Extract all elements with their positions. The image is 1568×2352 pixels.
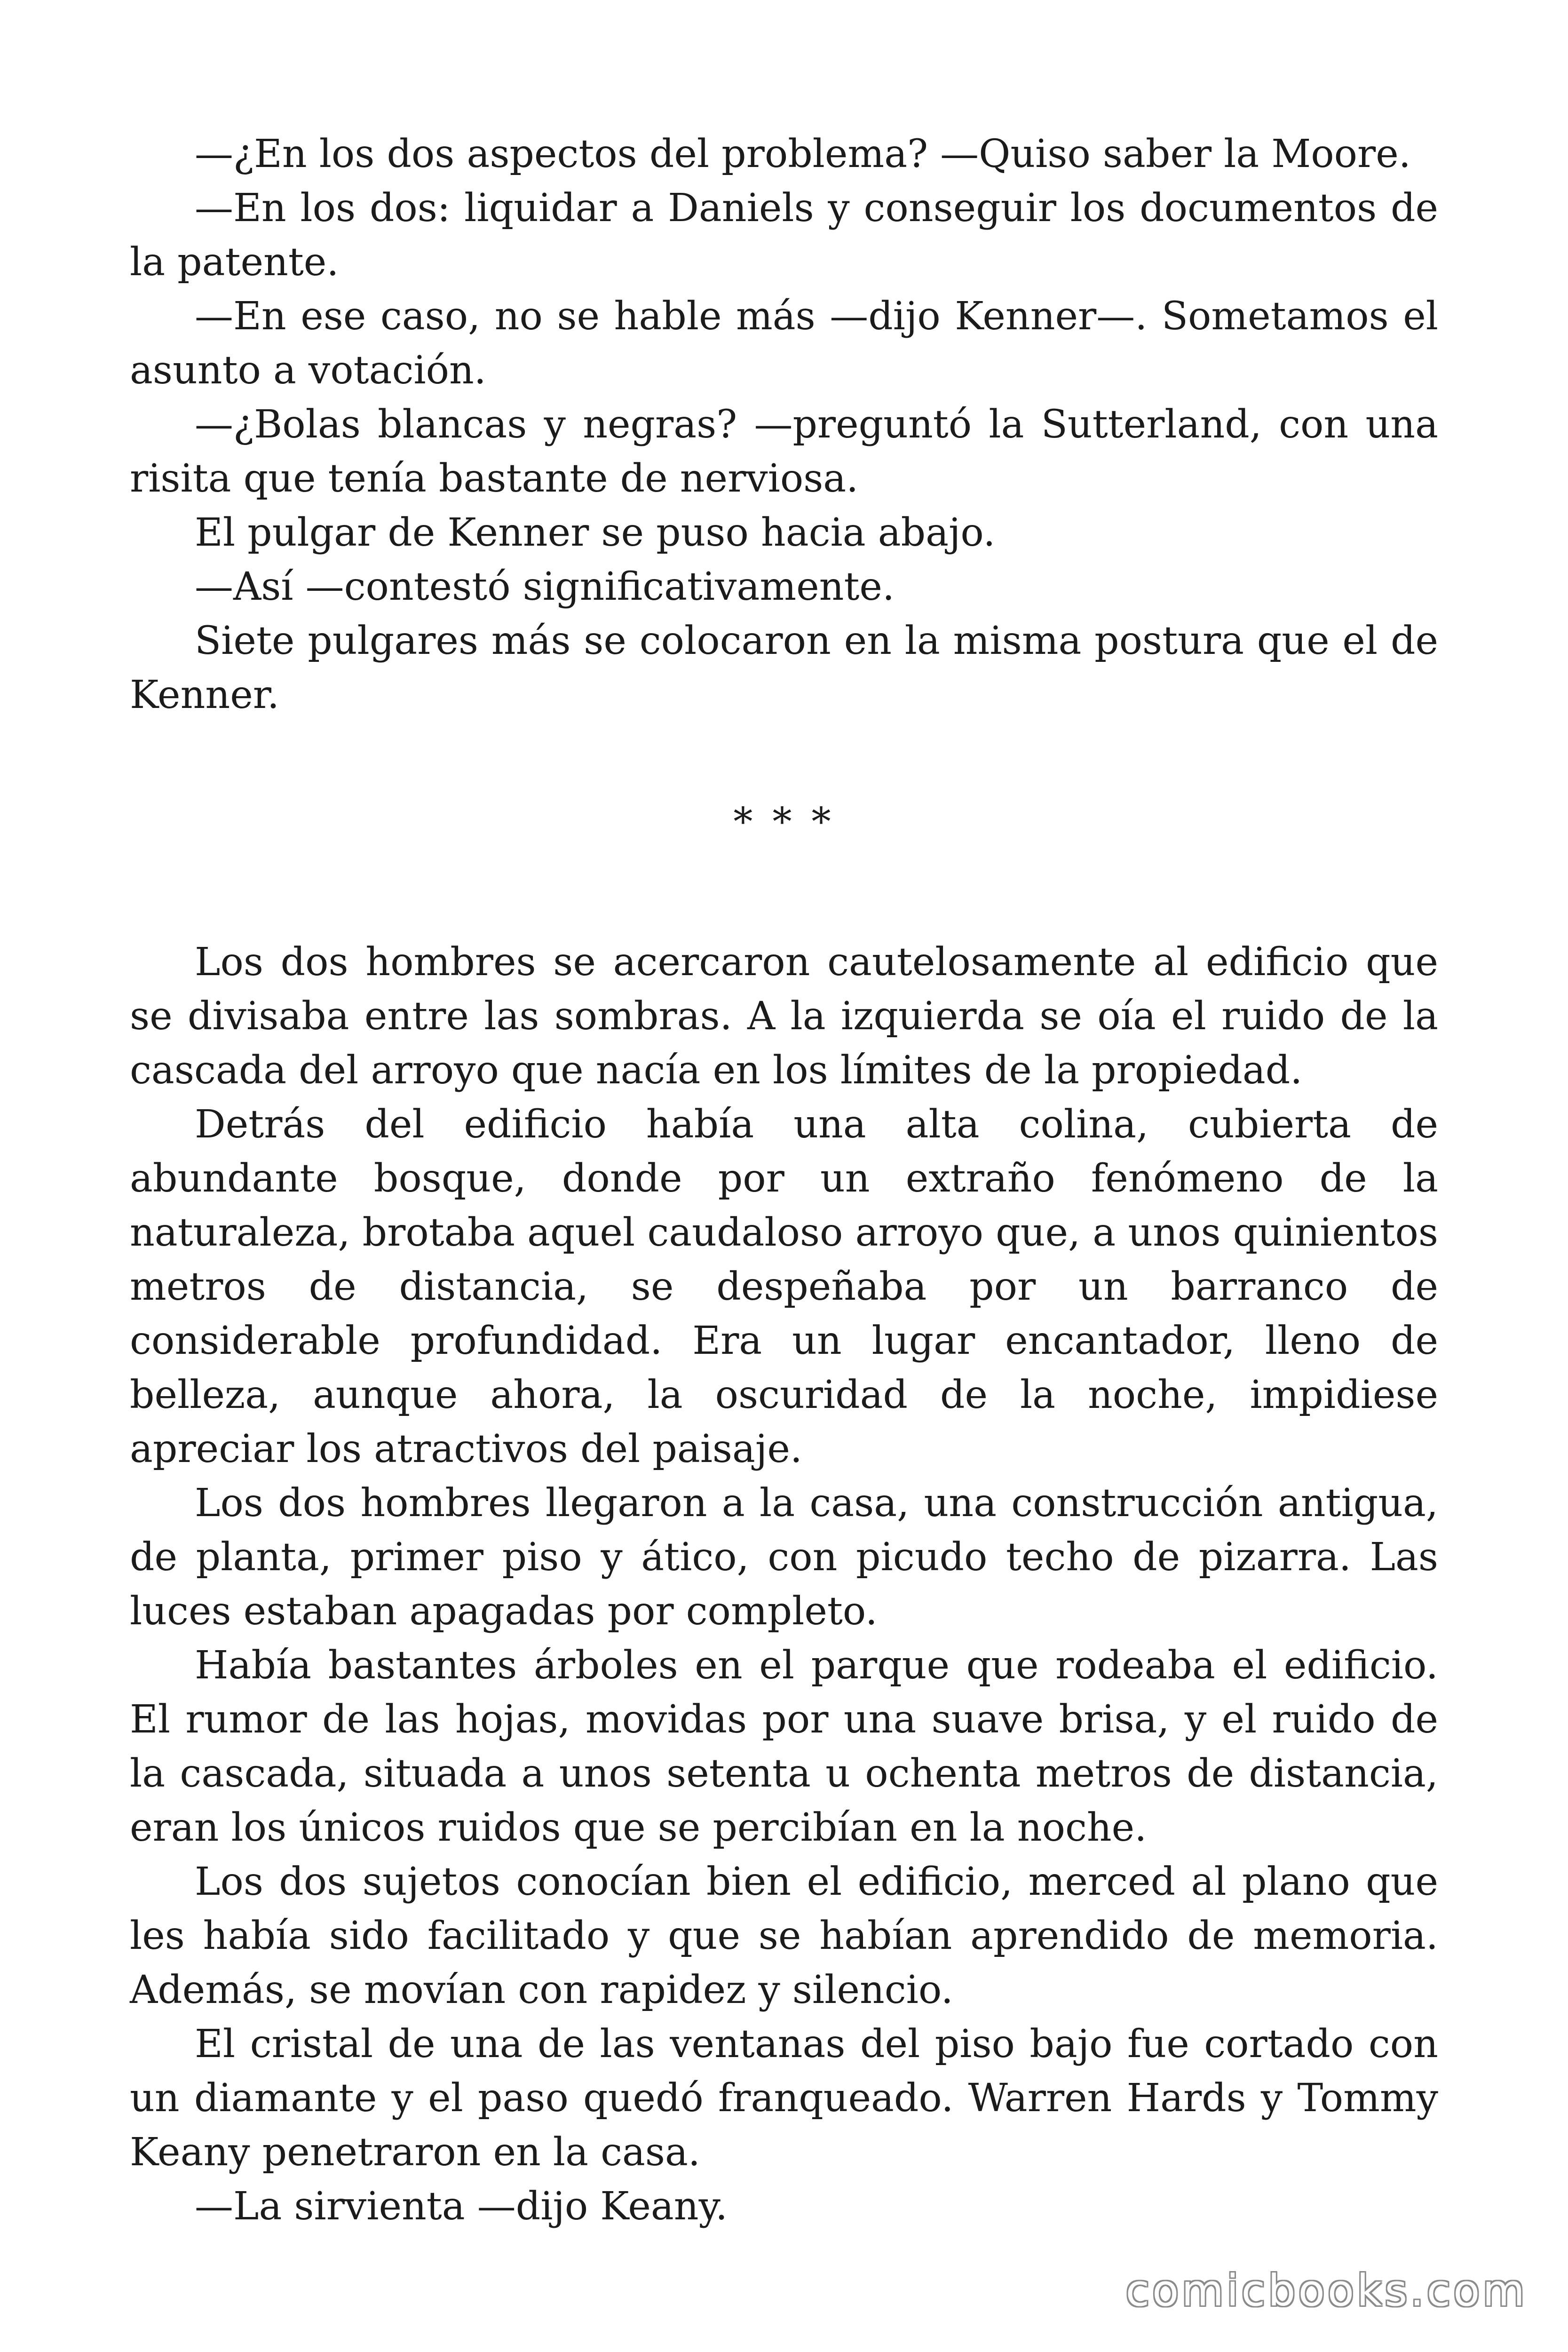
paragraph: —En los dos: liquidar a Daniels y conseguir los documentos de la patente. xyxy=(130,186,1438,285)
paragraph: —¿En los dos aspectos del problema? —Quiso saber la Moore. xyxy=(195,132,1411,176)
paragraph: Había bastantes árboles en el parque que rodeaba el edificio. El rumor de las hojas, movidas por una suave brisa, y el ruido de la cascada, situada a unos setenta u ochenta metros de distancia, eran los únicos ruidos que se percibían en la noche. xyxy=(130,1643,1438,1850)
paragraph: Los dos sujetos conocían bien el edificio, merced al plano que les había sido facilitado y que se habían aprendido de memoria. Además, se movían con rapidez y silencio. xyxy=(130,1859,1438,2012)
paragraph: El pulgar de Kenner se puso hacia abajo. xyxy=(195,510,996,555)
text-section-top xyxy=(130,127,1438,722)
paragraph: El cristal de una de las ventanas del piso bajo fue cortado con un diamante y el paso quedó franqueado. Warren Hards y Tommy Keany penetraron en la casa. xyxy=(130,2022,1438,2175)
paragraph: —La sirvienta —dijo Keany. xyxy=(195,2184,728,2229)
paragraph: —En ese caso, no se hable más —dijo Kenner—. Sometamos el asunto a votación. xyxy=(130,294,1438,393)
watermark: comicbooks.com xyxy=(1125,2265,1528,2316)
paragraph: Siete pulgares más se colocaron en la misma postura que el de Kenner. xyxy=(130,619,1438,717)
paragraph: —¿Bolas blancas y negras? —preguntó la Sutterland, con una risita que tenía bastante de nerviosa. xyxy=(130,402,1438,501)
paragraph: —Así —contestó significativamente. xyxy=(195,564,895,609)
text-section-bottom xyxy=(130,935,1438,2233)
paragraph: Los dos hombres llegaron a la casa, una construcción antigua, de planta, primer piso y ático, con picudo techo de pizarra. Las luces estaban apagadas por completo. xyxy=(130,1481,1438,1634)
section-separator: * * * xyxy=(733,800,835,844)
paragraph: Detrás del edificio había una alta colina, cubierta de abundante bosque, donde por un extraño fenómeno de la naturaleza, brotaba aquel caudaloso arroyo que, a unos quinientos metros de distancia, se despeñaba por un barranco de considerable profundidad. Era un lugar encantador, lleno de belleza, aunque ahora, la oscuridad de la noche, impidiese apreciar los atractivos del paisaje. xyxy=(130,1102,1438,1471)
paragraph: Los dos hombres se acercaron cautelosamente al edificio que se divisaba entre las sombras. A la izquierda se oía el ruido de la cascada del arroyo que nacía en los límites de la propiedad. xyxy=(130,940,1438,1093)
